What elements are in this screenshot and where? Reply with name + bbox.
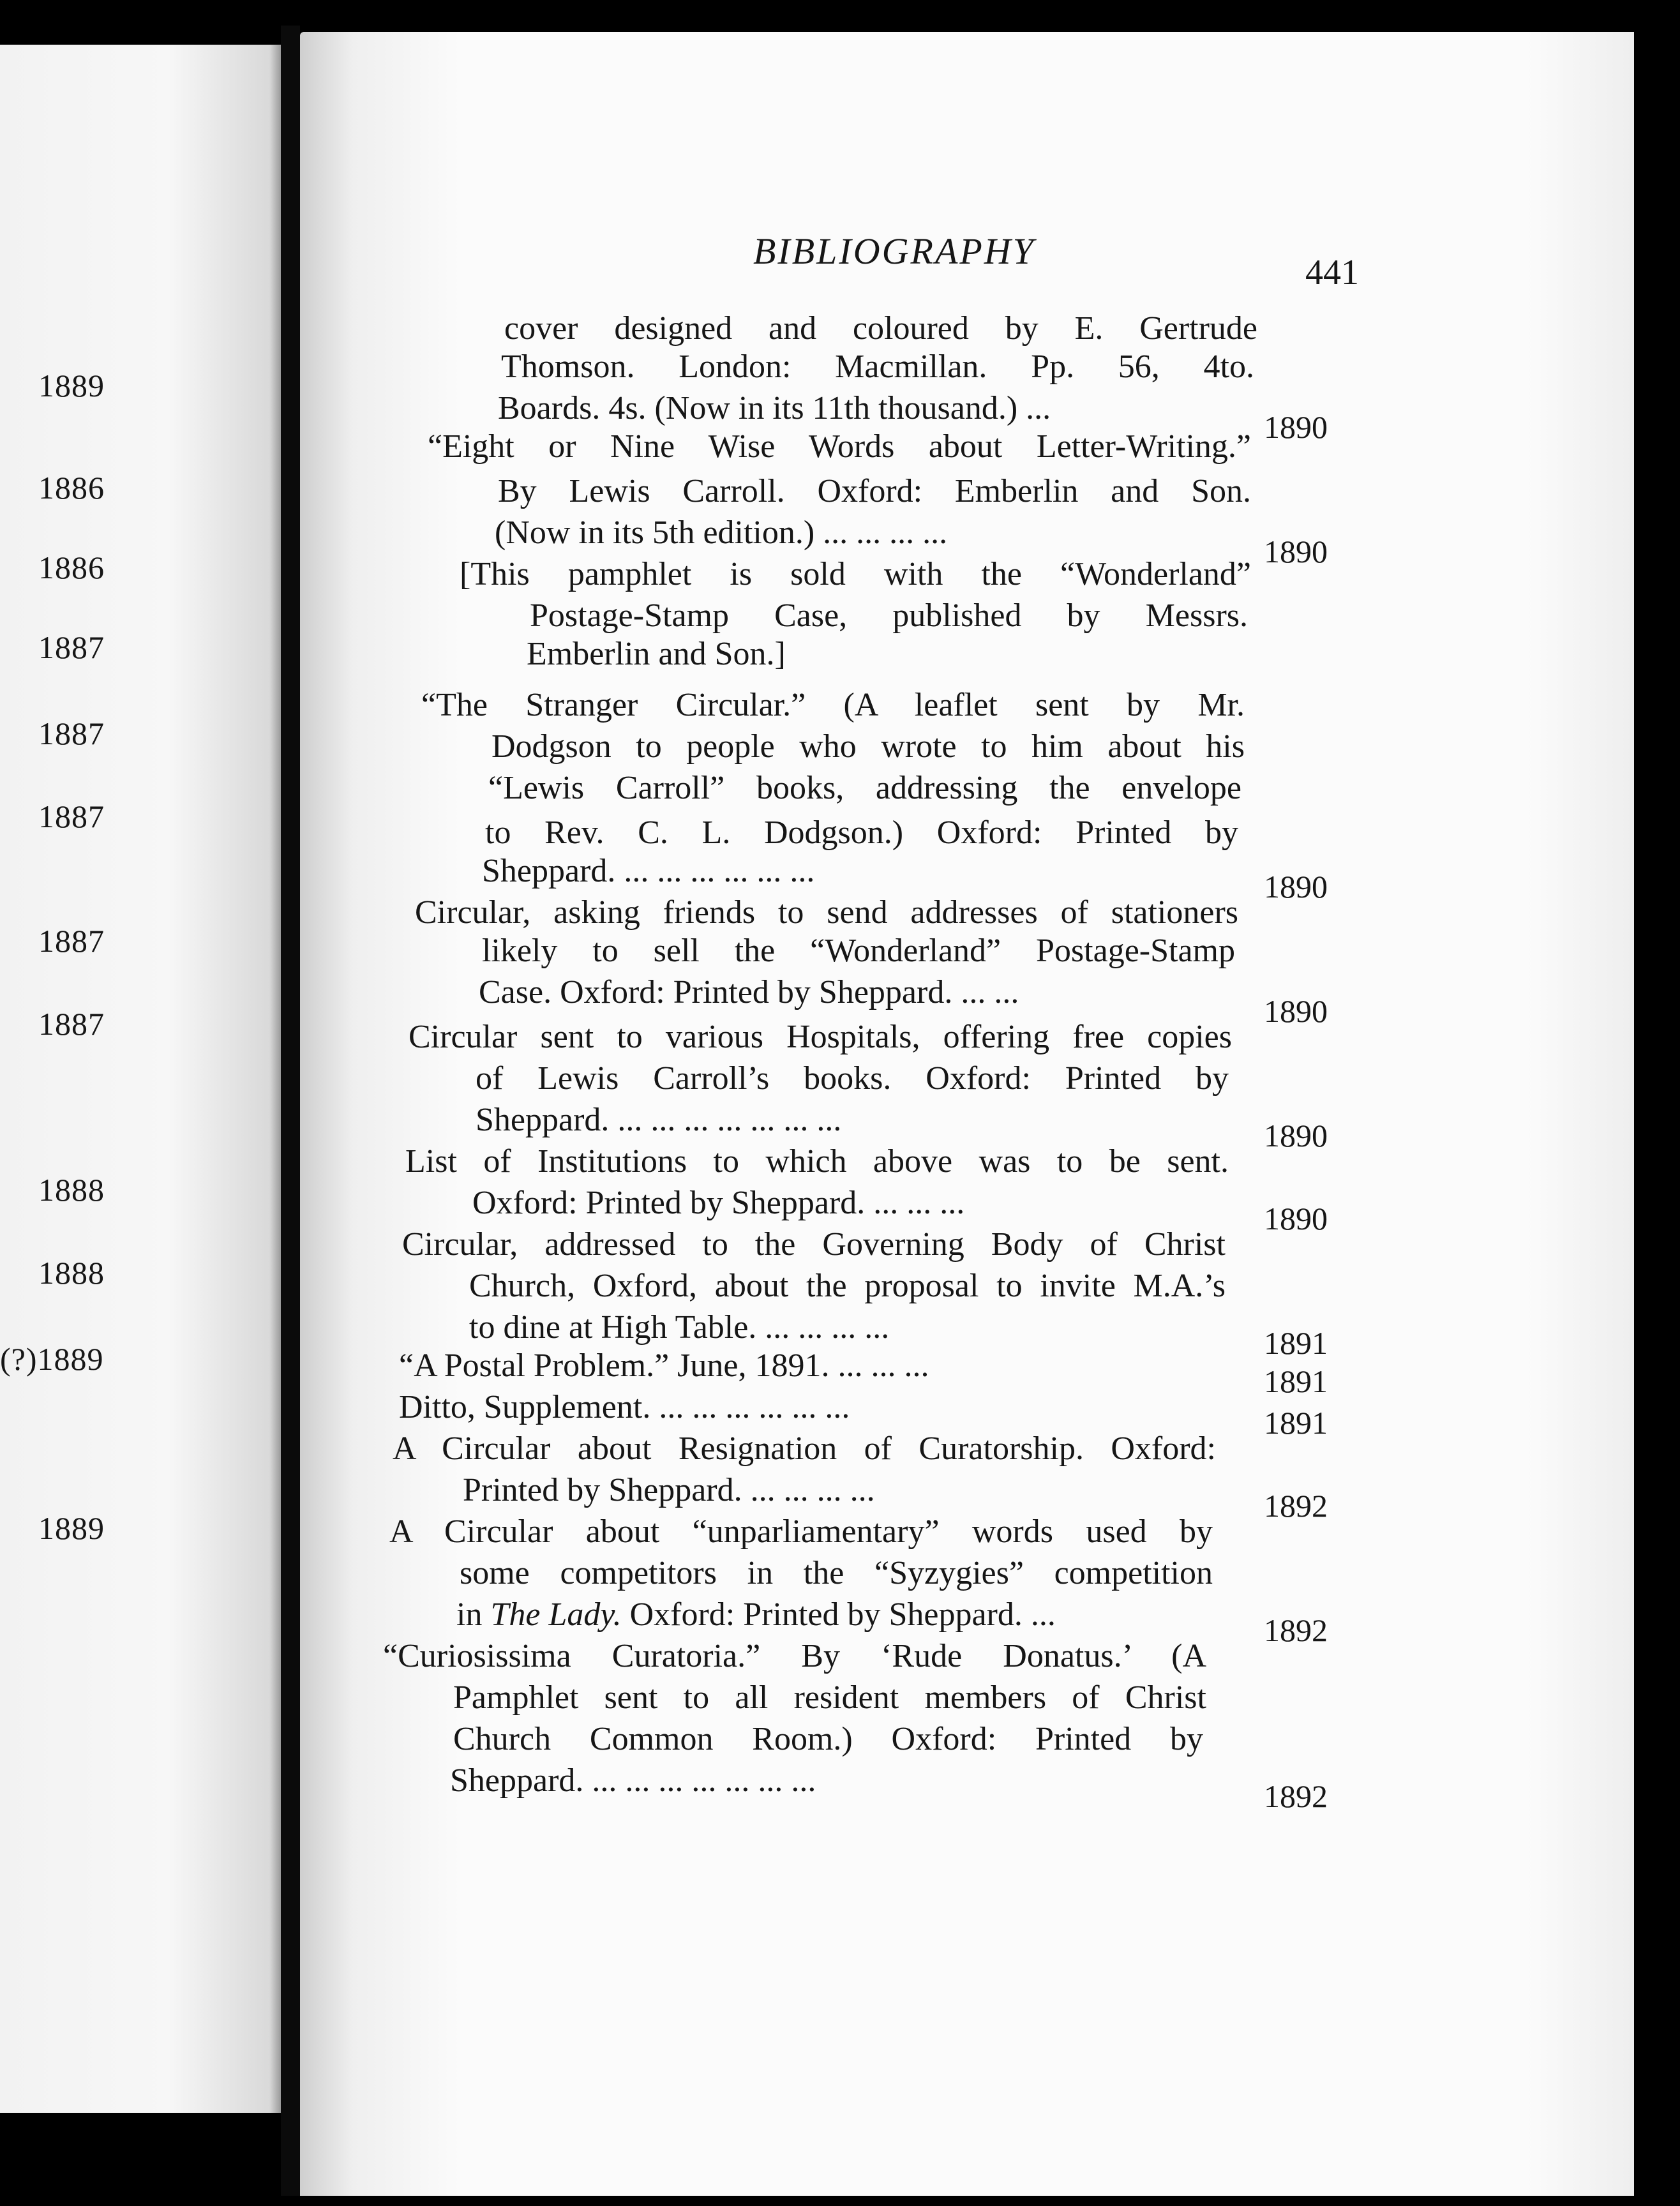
entry-line: “Eight or Nine Wise Words about Letter-Writing.” — [428, 428, 1251, 465]
left-year: 1887 — [38, 1006, 105, 1042]
left-year: 1886 — [38, 470, 105, 506]
entry-line: Oxford: Printed by Sheppard. ... ... ... — [472, 1185, 965, 1221]
entry-line: Sheppard. ... ... ... ... ... ... ... — [476, 1102, 842, 1138]
entry-line: Pamphlet sent to all resident members of Christ — [453, 1679, 1206, 1716]
entry-year: 1890 — [1264, 1201, 1328, 1236]
entry-line: By Lewis Carroll. Oxford: Emberlin and Son. — [498, 473, 1251, 509]
entry-line: Ditto, Supplement. ... ... ... ... ... ... — [399, 1389, 850, 1425]
entry-line: [This pamphlet is sold with the “Wonderland” — [460, 556, 1251, 592]
entry-line: List of Institutions to which above was to be sent. — [405, 1143, 1229, 1180]
left-year: 1887 — [38, 799, 105, 834]
left-year: 1889 — [38, 368, 105, 403]
entry-line: “Lewis Carroll” books, addressing the envelope — [488, 770, 1241, 806]
entry-line: “The Stranger Circular.” (A leaflet sent by Mr. — [421, 687, 1245, 723]
left-year: 1889 — [38, 1510, 105, 1546]
left-year: 1888 — [38, 1172, 105, 1208]
entry-line: Circular sent to various Hospitals, offering free copies — [409, 1019, 1232, 1055]
entry-line: cover designed and coloured by E. Gertrude — [504, 310, 1257, 347]
entry-text: in — [456, 1596, 483, 1633]
entry-line: Postage-Stamp Case, published by Messrs. — [530, 597, 1248, 634]
left-year: 1887 — [38, 629, 105, 665]
entry-year: 1890 — [1264, 993, 1328, 1029]
entry-line: Circular, asking friends to send addresses of stationers — [415, 894, 1238, 931]
entry-year: 1892 — [1264, 1778, 1328, 1814]
entry-year: 1892 — [1264, 1488, 1328, 1524]
entry-line: to dine at High Table. ... ... ... ... — [469, 1309, 890, 1346]
entry-title-italic: The Lady. — [490, 1596, 622, 1633]
entry-line: Thomson. London: Macmillan. Pp. 56, 4to. — [501, 349, 1254, 385]
entry-line: Printed by Sheppard. ... ... ... ... — [463, 1472, 875, 1508]
left-year: (?)1889 — [0, 1341, 104, 1377]
entry-text: Oxford: Printed by Sheppard. ... — [629, 1596, 1056, 1633]
running-head: BIBLIOGRAPHY — [753, 230, 1035, 272]
entry-line: Boards. 4s. (Now in its 11th thousand.) ... — [498, 390, 1051, 426]
entry-line: Sheppard. ... ... ... ... ... ... — [482, 853, 815, 889]
left-year: 1886 — [38, 550, 105, 585]
entry-line: A Circular about Resignation of Curatorship. Oxford: — [393, 1430, 1216, 1467]
page-number: 441 — [1305, 253, 1359, 292]
entry-line — [456, 1596, 1056, 1634]
left-year: 1888 — [38, 1255, 105, 1291]
entry-year: 1890 — [1264, 534, 1328, 569]
left-year: 1887 — [38, 716, 105, 751]
entry-year: 1891 — [1264, 1405, 1328, 1441]
entry-line: A Circular about “unparliamentary” words used by — [389, 1513, 1213, 1550]
entry-line: Circular, addressed to the Governing Body of Christ — [402, 1226, 1226, 1263]
entry-year: 1892 — [1264, 1612, 1328, 1648]
entry-line: Case. Oxford: Printed by Sheppard. ... ... — [479, 974, 1019, 1010]
entry-line: Church, Oxford, about the proposal to invite M.A.’s — [469, 1268, 1226, 1304]
entry-year: 1890 — [1264, 1118, 1328, 1153]
entry-line: Dodgson to people who wrote to him about his — [491, 728, 1245, 765]
book-gutter — [281, 26, 300, 2196]
entry-line: (Now in its 5th edition.) ... ... ... ... — [495, 514, 948, 551]
entry-year: 1890 — [1264, 409, 1328, 445]
entry-line: Emberlin and Son.] — [527, 636, 786, 672]
entry-year: 1891 — [1264, 1363, 1328, 1399]
entry-year: 1890 — [1264, 869, 1328, 904]
left-page — [0, 45, 281, 2113]
entry-line: to Rev. C. L. Dodgson.) Oxford: Printed by — [485, 814, 1238, 851]
entry-line: some competitors in the “Syzygies” competition — [460, 1555, 1213, 1591]
entry-line: Sheppard. ... ... ... ... ... ... ... — [450, 1762, 816, 1799]
entry-line: Church Common Room.) Oxford: Printed by — [453, 1721, 1203, 1757]
entry-line: of Lewis Carroll’s books. Oxford: Printed by — [476, 1060, 1229, 1097]
entry-line: “Curiosissima Curatoria.” By ‘Rude Donatus.’ (A — [383, 1638, 1206, 1674]
entry-year: 1891 — [1264, 1325, 1328, 1361]
entry-line: “A Postal Problem.” June, 1891. ... ... ... — [399, 1347, 929, 1384]
left-year: 1887 — [38, 923, 105, 959]
entry-line: likely to sell the “Wonderland” Postage-Stamp — [482, 933, 1235, 969]
